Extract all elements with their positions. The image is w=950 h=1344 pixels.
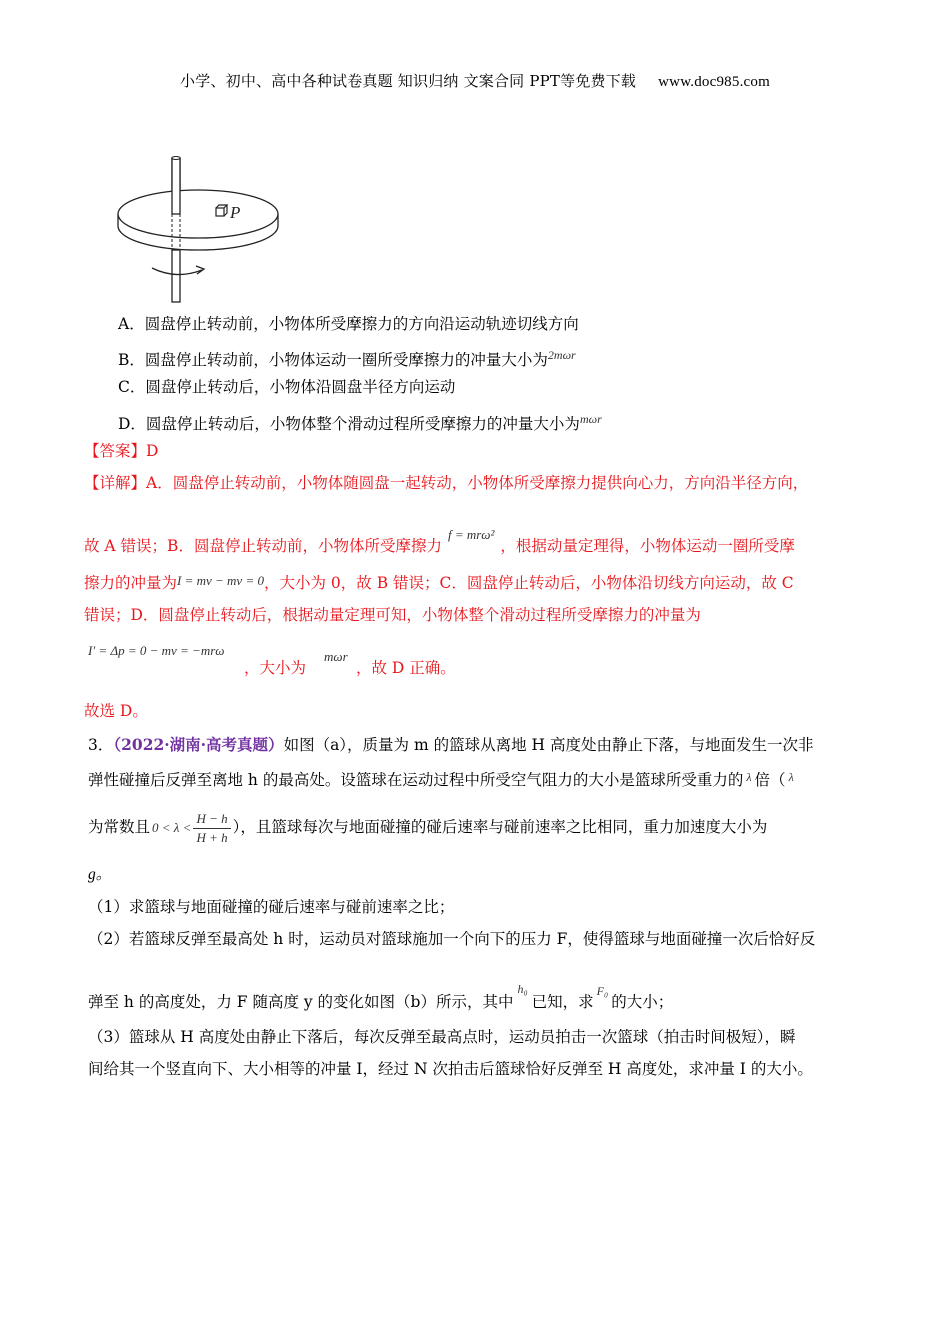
q3-number: 3． (88, 736, 114, 754)
fraction-numerator: H − h (193, 810, 230, 829)
q3-p2-l2-b: 已知，求 (531, 993, 594, 1011)
disk-diagram (108, 150, 288, 310)
impulse-formula: I = mv − mv = 0 (177, 573, 264, 588)
option-a: A．圆盘停止转动前，小物体所受摩擦力的方向沿运动轨迹切线方向 (118, 315, 579, 333)
option-b (118, 344, 576, 371)
q3-line-3 (88, 806, 767, 849)
explanation-l5-b: ，故 D 正确。 (356, 659, 456, 677)
q3-line-2 (88, 766, 794, 791)
q3-source: （2022·湖南·高考真题） (113, 735, 284, 754)
lambda-symbol: λ (746, 770, 752, 784)
option-b-text: B．圆盘停止转动前，小物体运动一圈所受摩擦力的冲量大小为 (118, 351, 548, 369)
h0-symbol: h₀ (517, 982, 528, 996)
explanation-l3-b: ，大小为 0，故 B 错误；C．圆盘停止转动后，小物体沿切线方向运动，故 C (263, 574, 794, 592)
explanation-l3-a: 擦力的冲量为 (84, 574, 178, 592)
option-c: C．圆盘停止转动后，小物体沿圆盘半径方向运动 (118, 378, 456, 396)
fraction-denominator: H + h (196, 829, 228, 845)
explanation-line-3 (84, 570, 794, 594)
header-text: 小学、初中、高中各种试卷真题 知识归纳 文案合同 PPT等免费下载 (180, 72, 637, 90)
option-d-formula: mωr (579, 412, 602, 426)
explanation-line-1: 【详解】A．圆盘停止转动前，小物体随圆盘一起转动，小物体所受摩擦力提供向心力，方向沿半径方向， (84, 474, 809, 492)
q3-part-2-line-2 (88, 978, 673, 1013)
q3-line-1 (88, 734, 813, 756)
answer-line: 【答案】D (84, 442, 159, 460)
q3-part-2-line-1: （2）若篮球反弹至最高处 h 时，运动员对篮球施加一个向下的压力 F，使得篮球与地面碰撞一次后恰好反 (88, 930, 816, 948)
q3-part-1: （1）求篮球与地面碰撞的碰后速率与碰前速率之比； (88, 898, 455, 916)
ratio-fraction (193, 810, 230, 847)
q3-part-3-line-2: 间给其一个竖直向下、大小相等的冲量 I，经过 N 次拍击后篮球恰好反弹至 H 高度处，求冲量 I 的大小。 (88, 1060, 813, 1078)
q3-l2-a: 弹性碰撞后反弹至离地 h 的最高处。设篮球在运动过程中所受空气阻力的大小是篮球所受重力的 (88, 771, 744, 789)
q3-line-4: g。 (88, 866, 112, 883)
explanation-l2-a: 故 A 错误；B．圆盘停止转动前，小物体所受摩擦力 (84, 537, 442, 555)
q3-l1: 如图（a），质量为 m 的篮球从离地 H 高度处由静止下落，与地面发生一次非 (283, 736, 814, 754)
explanation-line-6: 故选 D。 (84, 702, 148, 720)
q3-part-3-line-1: （3）篮球从 H 高度处由静止下落后，每次反弹至最高点时，运动员拍击一次篮球（拍击时间极短），瞬 (88, 1028, 796, 1046)
q3-p2-l2-c: 的大小； (611, 993, 674, 1011)
q3-l3-b: ），且篮球每次与地面碰撞的碰后速率与碰前速率之比相同，重力加速度大小为 (232, 818, 768, 836)
q3-p2-l2-a: 弹至 h 的高度处，力 F 随高度 y 的变化如图（b）所示，其中 (88, 993, 514, 1011)
impulse-formula-2: I′ = Δp = 0 − mv = −mrω (88, 643, 225, 658)
magnitude-formula: mωr (324, 649, 348, 664)
explanation-line-2 (84, 524, 795, 557)
q3-l2-b: 倍（ (754, 771, 786, 789)
lambda-symbol-2: λ (788, 770, 794, 784)
option-b-formula: 2mωr (547, 348, 576, 362)
point-p-label: P (230, 203, 241, 222)
q3-l3-a: 为常数且 (88, 818, 151, 836)
explanation-l5-a: ，大小为 (244, 659, 307, 677)
friction-formula: f = mrω² (447, 527, 495, 542)
page-header (0, 70, 950, 91)
option-d-text: D．圆盘停止转动后，小物体整个滑动过程所受摩擦力的冲量大小为 (118, 415, 580, 433)
inequality: 0 < λ < (152, 820, 192, 835)
f0-symbol: F₀ (596, 984, 609, 998)
explanation-line-4: 错误；D．圆盘停止转动后，根据动量定理可知，小物体整个滑动过程所受摩擦力的冲量为 (84, 606, 701, 624)
rotating-disk-figure (108, 150, 288, 310)
header-site[interactable]: www.doc985.com (658, 74, 770, 90)
option-d (118, 408, 602, 435)
explanation-l2-b: ，根据动量定理得，小物体运动一圈所受摩 (500, 537, 795, 555)
